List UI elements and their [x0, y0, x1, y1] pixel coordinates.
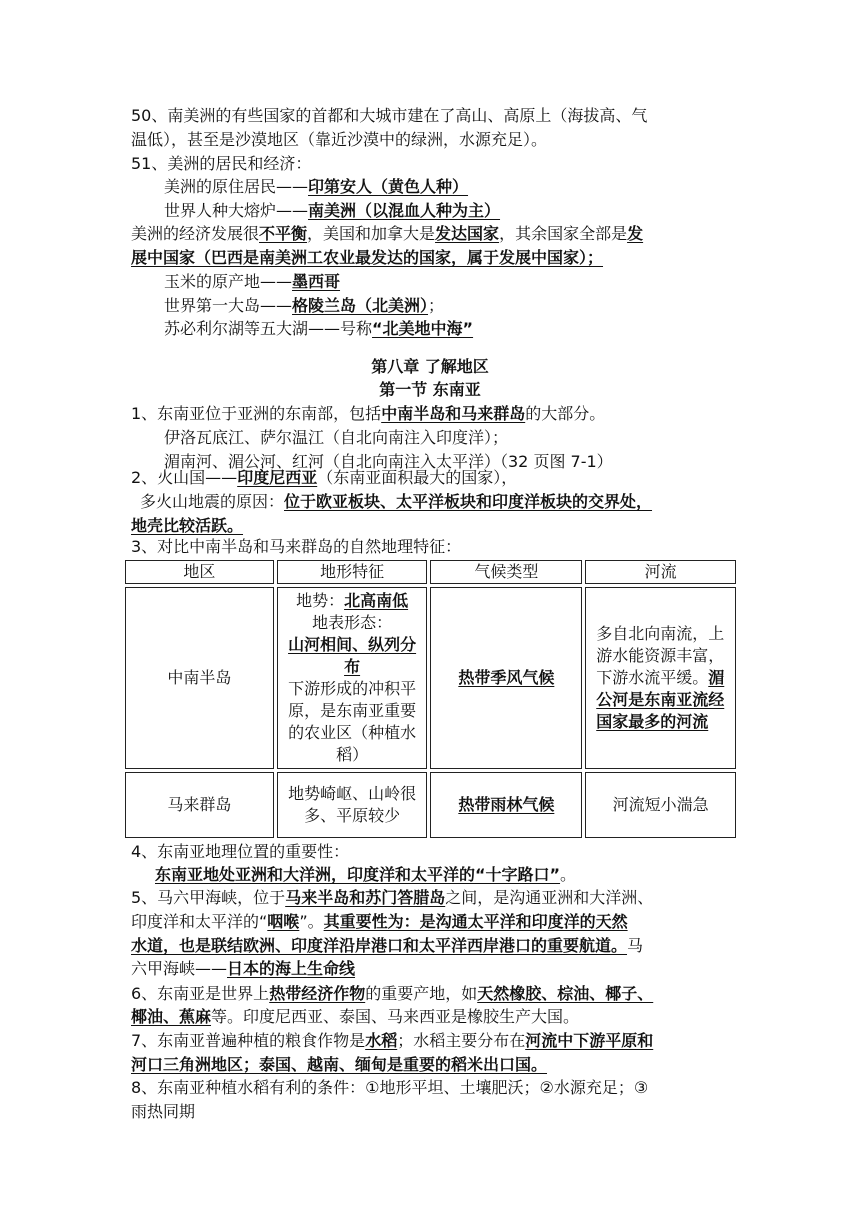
p6-line2: 椰油、蕉麻等。印度尼西亚、泰国、马来西亚是橡胶生产大国。	[131, 1007, 580, 1026]
cell-river: 多自北向南流，上游水能资源丰富，下游水流平缓。湄公河是东南亚流经国家最多的河流	[585, 587, 736, 769]
header-terrain: 地形特征	[277, 560, 428, 584]
p5-line1: 5、马六甲海峡，位于马来半岛和苏门答腊岛之间，是沟通亚洲和大洋洲、	[131, 888, 654, 907]
melting-pot-line	[164, 199, 764, 223]
native-label: 美洲的原住居民——	[164, 177, 309, 196]
cell-terrain: 地势崎岖、山岭很多、平原较少	[277, 772, 428, 838]
p5-line2: 印度洋和太平洋的“咽喉”。其重要性为：是沟通太平洋和印度洋的天然	[131, 912, 628, 931]
p2-line2: 多火山地震的原因：位于欧亚板块、太平洋板块和印度洋板块的交界处，	[140, 492, 653, 511]
comparison-table	[122, 557, 739, 841]
great-lakes-line: 苏必利尔湖等五大湖——号称“北美地中海”	[164, 319, 474, 338]
native-residents-line	[164, 175, 764, 199]
p4-line2: 东南亚地处亚洲和大洋洲，印度洋和太平洋的“十字路口”。	[155, 865, 577, 884]
sec50-line2: 温低），甚至是沙漠地区（靠近沙漠中的绿洲，水源充足）。	[131, 130, 548, 149]
p7-line1: 7、东南亚普遍种植的粮食作物是水稻；水稻主要分布在河流中下游平原和	[131, 1031, 654, 1050]
p7-line2: 河口三角洲地区；泰国、越南、缅甸是重要的稻米出口国。	[131, 1055, 548, 1074]
corn-origin-line: 玉米的原产地——墨西哥	[164, 272, 341, 291]
p1-line3: 湄南河、湄公河、红河（自北向南注入太平洋）（32 页图 7-1）	[164, 452, 613, 471]
chapter-title: 第八章 了解地区	[371, 357, 489, 376]
native-answer: 印第安人（黄色人种）	[308, 177, 469, 196]
p4-title: 4、东南亚地理位置的重要性：	[131, 842, 350, 861]
cell-region: 马来群岛	[125, 772, 274, 838]
sec51-title: 51、美洲的居民和经济：	[131, 154, 312, 173]
section-title: 第一节 东南亚	[379, 380, 481, 399]
header-climate: 气候类型	[430, 560, 582, 584]
cell-climate: 热带雨林气候	[430, 772, 582, 838]
table-header-row	[125, 560, 736, 584]
economy-line1: 美洲的经济发展很不平衡，美国和加拿大是发达国家，其余国家全部是发	[131, 224, 644, 243]
table-row	[125, 587, 736, 769]
p1-line1: 1、东南亚位于亚洲的东南部，包括中南半岛和马来群岛的大部分。	[131, 404, 606, 423]
header-region: 地区	[125, 560, 274, 584]
cell-region: 中南半岛	[125, 587, 274, 769]
cell-terrain: 地势：北高南低 地表形态： 山河相间、纵列分布 下游形成的冲积平原，是东南亚重要的农业区（种植水稻）	[277, 587, 428, 769]
p5-line3: 水道，也是联结欧洲、印度洋沿岸港口和太平洋西岸港口的重要航道。马	[131, 936, 644, 955]
p2-line1: 2、火山国——印度尼西亚（东南亚面积最大的国家），	[131, 468, 518, 487]
p2-line3: 地壳比较活跃。	[131, 516, 244, 535]
p6-line1: 6、东南亚是世界上热带经济作物的重要产地，如天然橡胶、棕油、椰子、	[131, 984, 654, 1003]
p8-line2: 雨热同期	[131, 1102, 196, 1121]
p1-line2: 伊洛瓦底江、萨尔温江（自北向南注入印度洋）；	[164, 428, 509, 447]
melt-answer: 南美洲（以混血人种为主）	[308, 201, 501, 220]
p8-line1: 8、东南亚种植水稻有利的条件：①地形平坦、土壤肥沃；②水源充足；③	[131, 1078, 649, 1097]
largest-island-line: 世界第一大岛——格陵兰岛（北美洲）；	[164, 296, 445, 315]
table-row	[125, 772, 736, 838]
melt-label: 世界人种大熔炉——	[164, 201, 309, 220]
header-river: 河流	[585, 560, 736, 584]
sec50-line1: 50、南美洲的有些国家的首都和大城市建在了高山、高原上（海拔高、气	[131, 106, 648, 125]
economy-line2: 展中国家（巴西是南美洲工农业最发达的国家，属于发展中国家）；	[131, 248, 604, 267]
cell-river: 河流短小湍急	[585, 772, 736, 838]
p5-line4: 六甲海峡——日本的海上生命线	[131, 959, 356, 978]
p3-title: 3、对比中南半岛和马来群岛的自然地理特征：	[131, 537, 462, 556]
cell-climate: 热带季风气候	[430, 587, 582, 769]
